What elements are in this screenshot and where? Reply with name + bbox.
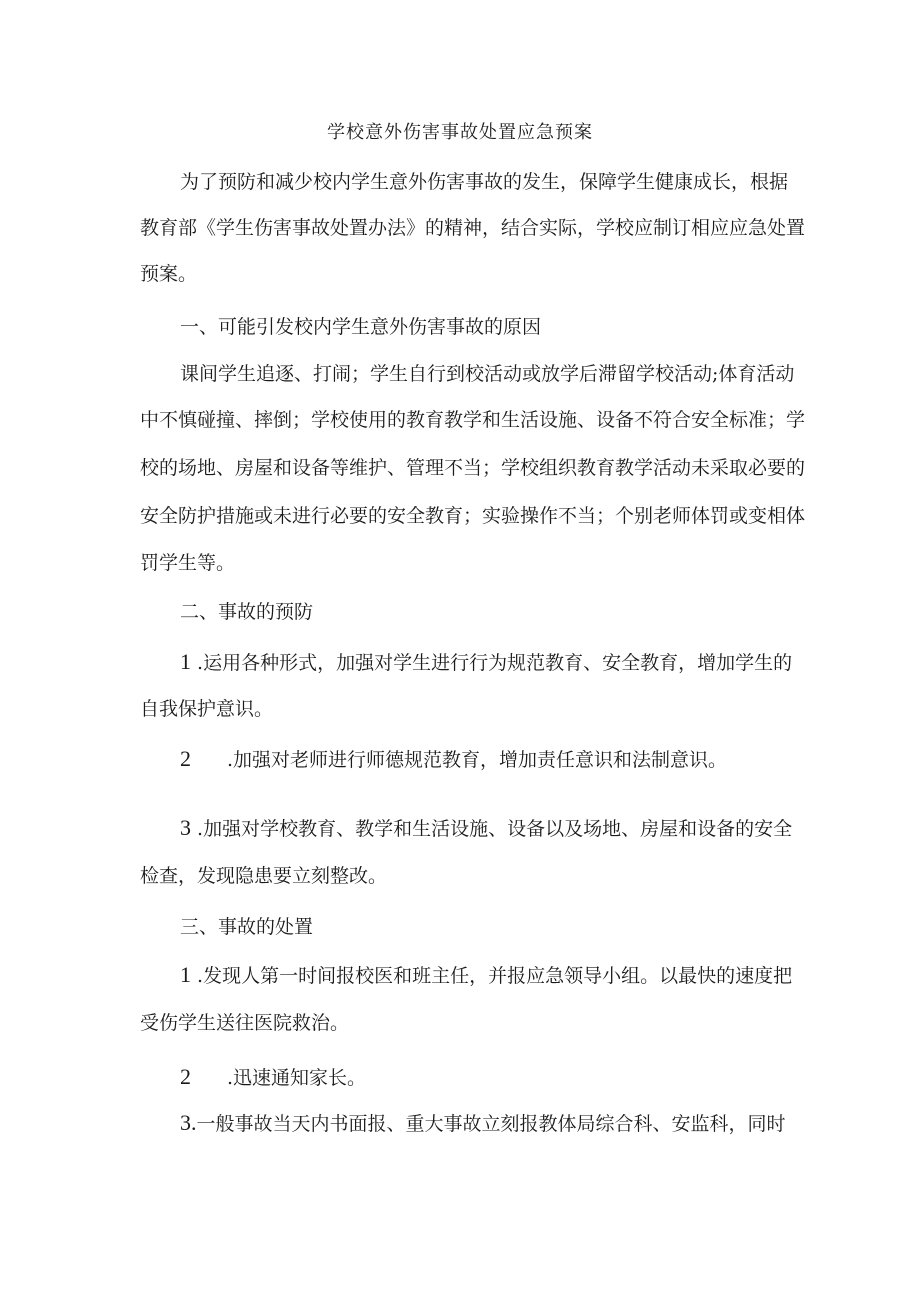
section-1-line-2: 中不慎碰撞、摔倒；学校使用的教育教学和生活设施、设备不符合安全标准；学 [140,409,806,431]
section-2-item-3-line-1 [180,814,793,843]
section-1-line-3: 校的场地、房屋和设备等维护、管理不当；学校组织教育教学活动未采取必要的 [140,457,806,479]
section-1-line-1: 课间学生追逐、打闹；学生自行到校活动或放学后滞留学校活动;体育活动 [180,363,795,385]
section-3-item-1-line-2: 受伤学生送往医院救治。 [140,1012,350,1034]
section-3-item-3-text: 一般事故当天内书面报、重大事故立刻报教体局综合科、安监科，同时 [196,1113,786,1135]
section-3-item-3-line-1 [180,1109,786,1138]
section-2-item-3-text: .加强对学校教育、教学和生活设施、设备以及场地、房屋和设备的安全 [197,818,793,840]
section-3-item-1-text: .发现人第一时间报校医和班主任，并报应急领导小组。以最快的速度把 [197,965,793,987]
section-2-item-2-text: .加强对老师进行师德规范教育，增加责任意识和法制意识。 [227,749,728,771]
section-3-item-2-number: 2 [180,1064,191,1089]
section-3-item-2-line-1 [180,1063,366,1092]
document-title: 学校意外伤害事故处置应急预案 [327,122,593,143]
section-3-item-2-text: .迅速通知家长。 [227,1067,367,1089]
section-2-item-3-number: 3 [180,815,191,840]
section-1-line-5: 罚学生等。 [140,552,236,574]
intro-line-2: 教育部《学生伤害事故处置办法》的精神，结合实际，学校应制订相应应急处置 [140,217,806,239]
section-2-item-2-line-1 [180,745,727,774]
intro-line-1: 为了预防和减少校内学生意外伤害事故的发生，保障学生健康成长，根据 [180,171,789,193]
section-3-item-3-number: 3. [180,1110,197,1135]
section-2-item-1-number: 1 [180,649,191,674]
intro-line-3: 预案。 [140,263,198,285]
section-2-item-1-text: .运用各种形式，加强对学生进行行为规范教育、安全教育，增加学生的 [197,652,793,674]
section-2-item-2-number: 2 [180,746,191,771]
section-3-item-1-number: 1 [180,962,191,987]
section-2-item-3-line-2: 检查，发现隐患要立刻整改。 [140,865,388,887]
section-2-item-1-line-1 [180,648,793,677]
section-3-item-1-line-1 [180,961,793,990]
section-1-heading: 一、可能引发校内学生意外伤害事故的原因 [180,316,542,338]
section-1-line-4: 安全防护措施或未进行必要的安全教育；实验操作不当；个别老师体罚或变相体 [140,505,806,527]
section-2-item-1-line-2: 自我保护意识。 [140,698,274,720]
section-3-heading: 三、事故的处置 [180,916,314,938]
section-2-heading: 二、事故的预防 [180,601,314,623]
